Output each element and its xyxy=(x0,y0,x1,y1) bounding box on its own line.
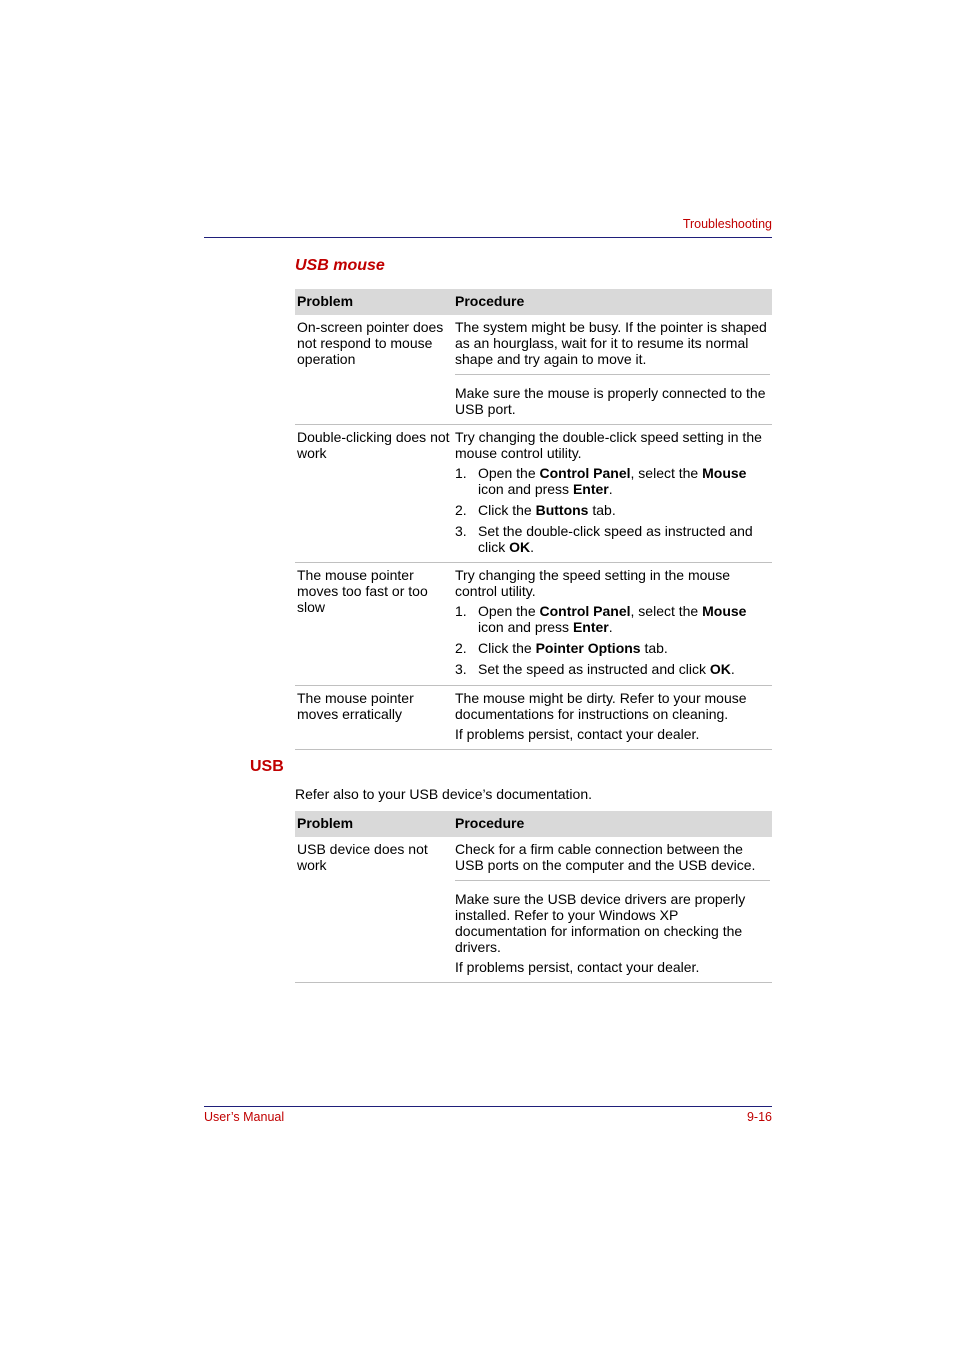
usb-heading: USB xyxy=(250,758,284,775)
step-item xyxy=(455,523,770,555)
problem-cell: On-screen pointer does not respond to mouse operation xyxy=(295,315,453,425)
usb-mouse-heading: USB mouse xyxy=(295,257,385,274)
step-number: 3. xyxy=(455,523,467,539)
step-number: 3. xyxy=(455,661,467,677)
procedure-text: If problems persist, contact your dealer. xyxy=(455,726,700,742)
step-item xyxy=(455,603,770,635)
column-header-procedure: Procedure xyxy=(453,289,772,315)
usb-intro-text: Refer also to your USB device’s documentation. xyxy=(295,786,593,802)
table-row xyxy=(295,837,772,983)
step-text: Set the speed as instructed and click OK. xyxy=(478,661,735,677)
table-row xyxy=(295,315,772,425)
page-number: 9-16 xyxy=(746,1110,772,1124)
column-header-problem: Problem xyxy=(295,811,453,837)
problem-cell: Double-clicking does not work xyxy=(295,425,453,563)
procedure-steps xyxy=(455,603,770,677)
procedure-text: The system might be busy. If the pointer is shaped as an hourglass, wait for it to resume its normal shape and try again to move it. xyxy=(455,319,767,367)
step-item xyxy=(455,640,770,656)
step-text: Click the Buttons tab. xyxy=(478,502,616,518)
table-row xyxy=(295,425,772,563)
procedure-text: Make sure the USB device drivers are properly installed. Refer to your Windows XP documentation for information on checking the drivers. xyxy=(455,891,746,955)
step-number: 1. xyxy=(455,465,467,481)
table-row xyxy=(295,563,772,686)
step-item xyxy=(455,465,770,497)
procedure-text: The mouse might be dirty. Refer to your mouse documentations for instructions on cleaning. xyxy=(455,690,747,722)
problem-cell: The mouse pointer moves erratically xyxy=(295,686,453,750)
step-text: Click the Pointer Options tab. xyxy=(478,640,668,656)
running-header: Troubleshooting xyxy=(682,217,772,231)
procedure-cell xyxy=(453,837,772,983)
table-header-row xyxy=(295,289,772,315)
table-row xyxy=(295,686,772,750)
footer-rule xyxy=(204,1106,772,1107)
usb-table xyxy=(295,811,772,983)
step-text: Open the Control Panel, select the Mouse icon and press Enter. xyxy=(478,465,747,497)
footer-manual-title: User’s Manual xyxy=(204,1110,285,1124)
problem-cell: The mouse pointer moves too fast or too slow xyxy=(295,563,453,686)
procedure-cell xyxy=(453,425,772,563)
step-text: Set the double-click speed as instructed and click OK. xyxy=(478,523,753,555)
step-item xyxy=(455,502,770,518)
procedure-text: Make sure the mouse is properly connected to the USB port. xyxy=(455,385,766,417)
column-header-procedure: Procedure xyxy=(453,811,772,837)
step-number: 1. xyxy=(455,603,467,619)
procedure-text: Check for a firm cable connection between the USB ports on the computer and the USB device. xyxy=(455,841,756,873)
header-rule xyxy=(204,237,772,238)
step-number: 2. xyxy=(455,502,467,518)
column-header-problem: Problem xyxy=(295,289,453,315)
usb-mouse-table xyxy=(295,289,772,750)
procedure-text: Try changing the double-click speed setting in the mouse control utility. xyxy=(455,429,762,461)
procedure-cell xyxy=(453,315,772,425)
procedure-cell xyxy=(453,563,772,686)
step-item xyxy=(455,661,770,677)
procedure-text: If problems persist, contact your dealer. xyxy=(455,959,700,975)
procedure-text: Try changing the speed setting in the mouse control utility. xyxy=(455,567,730,599)
table-header-row xyxy=(295,811,772,837)
step-text: Open the Control Panel, select the Mouse icon and press Enter. xyxy=(478,603,747,635)
procedure-steps xyxy=(455,465,770,555)
procedure-cell xyxy=(453,686,772,750)
problem-cell: USB device does not work xyxy=(295,837,453,983)
step-number: 2. xyxy=(455,640,467,656)
